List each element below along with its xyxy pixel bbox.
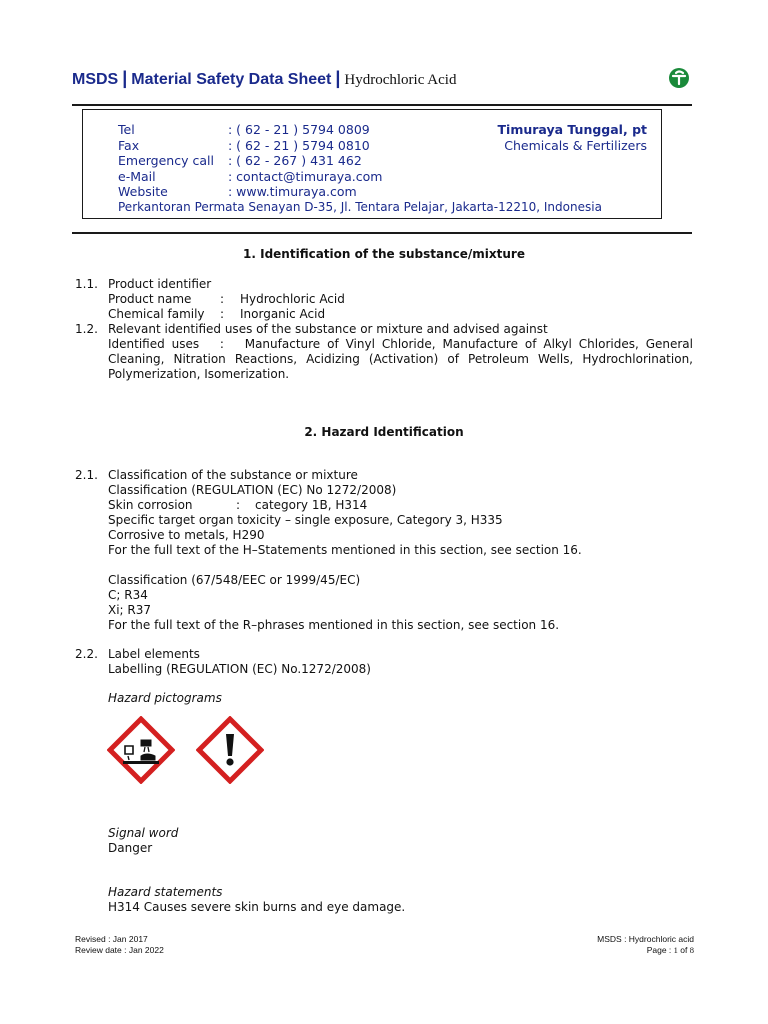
ghs-exclamation-icon	[196, 716, 264, 784]
h-statements-note: For the full text of the H–Statements mentioned in this section, see section 16.	[108, 543, 582, 557]
contact-emergency-label: Emergency call	[118, 153, 214, 168]
msds-label: MSDS	[72, 71, 119, 88]
contact-emergency-value: : ( 62 - 267 ) 431 462	[228, 153, 362, 168]
corrosive-metals-statement: Corrosive to metals, H290	[108, 528, 265, 542]
page-of: of	[680, 945, 688, 955]
footer-revised: Revised : Jan 2017	[75, 934, 148, 944]
product-name-value: Hydrochloric Acid	[240, 292, 345, 306]
document-title: Material Safety Data Sheet	[131, 71, 332, 88]
contact-tel-value: : ( 62 - 21 ) 5794 0809	[228, 122, 370, 137]
footer-page-number	[647, 945, 694, 955]
hazard-statements-heading: Hazard statements	[108, 885, 223, 899]
company-logo-icon	[668, 67, 690, 89]
signal-word-heading: Signal word	[108, 826, 179, 840]
label-elements-heading: Label elements	[108, 647, 200, 661]
stot-statement: Specific target organ toxicity – single exposure, Category 3, H335	[108, 513, 503, 527]
company-address: Perkantoran Permata Senayan D-35, Jl. Tentara Pelajar, Jakarta-12210, Indonesia	[118, 200, 602, 214]
company-name: Timuraya Tunggal, pt	[497, 122, 647, 137]
labelling-regulation: Labelling (REGULATION (EC) No.1272/2008)	[108, 662, 371, 676]
header-separator: |	[122, 68, 128, 88]
company-tagline: Chemicals & Fertilizers	[504, 138, 647, 153]
hazard-pictograms-heading: Hazard pictograms	[108, 691, 222, 705]
contact-fax-value: : ( 62 - 21 ) 5794 0810	[228, 138, 370, 153]
document-header	[72, 68, 456, 89]
page-total: 8	[689, 945, 694, 955]
item-number: 1.2.	[75, 322, 98, 336]
classification-regulation: Classification (REGULATION (EC) No 1272/2008)	[108, 483, 397, 497]
page-prefix: Page :	[646, 945, 672, 955]
hazard-statement-h314: H314 Causes severe skin burns and eye damage.	[108, 900, 406, 914]
contact-tel-label: Tel	[118, 122, 135, 137]
relevant-uses-heading: Relevant identified uses of the substance or mixture and advised against	[108, 322, 548, 336]
r34-phrase: C; R34	[108, 588, 148, 602]
colon: :	[220, 307, 225, 321]
footer-msds-ref: MSDS : Hydrochloric acid	[597, 934, 694, 944]
header-separator: |	[335, 68, 341, 88]
contact-website-label: Website	[118, 184, 168, 199]
item-number: 1.1.	[75, 277, 98, 291]
colon: :	[236, 498, 241, 512]
chemical-family-label: Chemical family	[108, 307, 205, 321]
page-current: 1	[673, 945, 678, 955]
r37-phrase: Xi; R37	[108, 603, 152, 617]
section-1-title: 1. Identification of the substance/mixture	[243, 247, 525, 261]
colon: :	[220, 292, 225, 306]
item-number: 2.2.	[75, 647, 98, 661]
classification-heading: Classification of the substance or mixture	[108, 468, 358, 482]
identified-uses-paragraph: Identified uses : Manufacture of Vinyl Chloride, Manufacture of Alkyl Chlorides, General Cleaning, Nitration Reactions, Acidizing (Activation) of Petroleum Wells, Hydrochlorination, Polymerization, Isomerization.	[108, 337, 697, 381]
chemical-family-value: Inorganic Acid	[240, 307, 326, 321]
item-number: 2.1.	[75, 468, 98, 482]
signal-word-value: Danger	[108, 841, 153, 855]
contact-email-label: e-Mail	[118, 169, 156, 184]
section-2-title: 2. Hazard Identification	[304, 425, 464, 439]
footer-review-date: Review date : Jan 2022	[75, 945, 164, 955]
skin-corrosion-value: category 1B, H314	[255, 498, 368, 512]
contact-website-value: : www.timuraya.com	[228, 184, 357, 199]
ghs-corrosion-icon	[107, 716, 175, 784]
contact-email-value: : contact@timuraya.com	[228, 169, 383, 184]
product-title: Hydrochloric Acid	[344, 72, 457, 88]
r-phrases-note: For the full text of the R–phrases mentioned in this section, see section 16.	[108, 618, 560, 632]
product-name-label: Product name	[108, 292, 192, 306]
skin-corrosion-label: Skin corrosion	[108, 498, 193, 512]
product-identifier-heading: Product identifier	[108, 277, 212, 291]
contact-fax-label: Fax	[118, 138, 140, 153]
classification-old-heading: Classification (67/548/EEC or 1999/45/EC)	[108, 573, 361, 587]
